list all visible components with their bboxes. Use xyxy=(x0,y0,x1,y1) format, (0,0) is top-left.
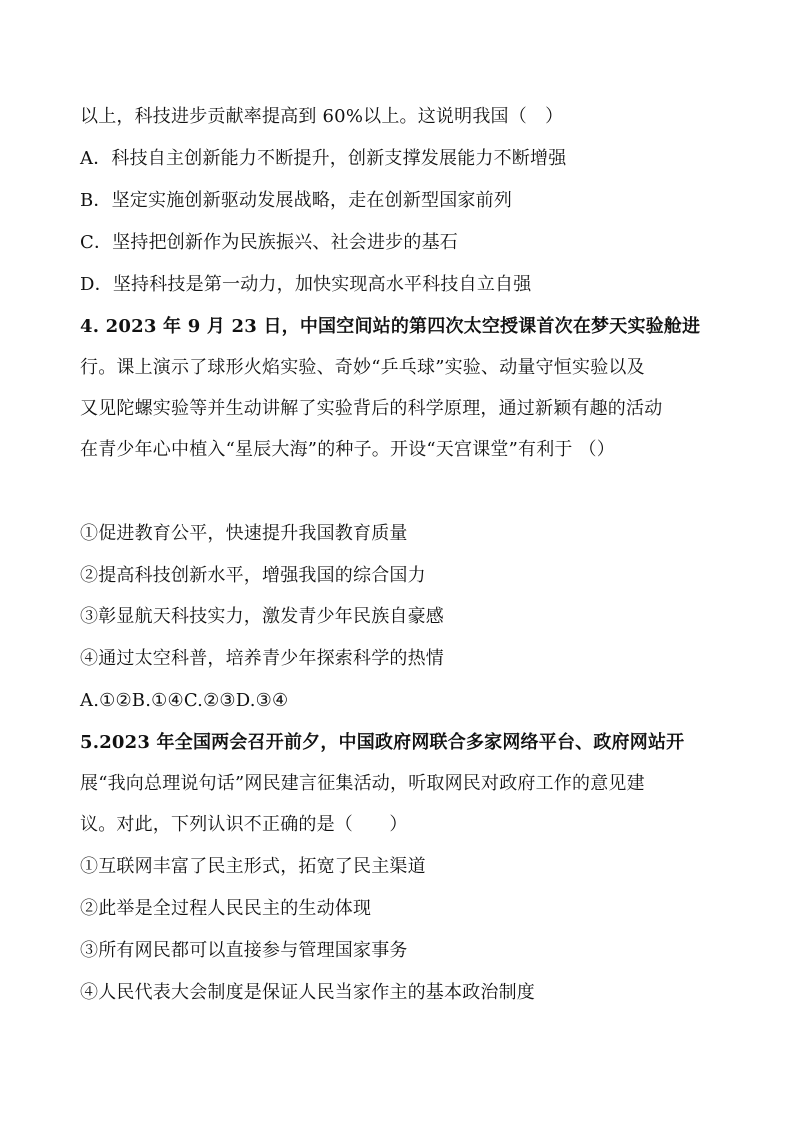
q3-option-b: B．坚定实施创新驱动发展战略，走在创新型国家前列 xyxy=(80,190,513,211)
q5-statement-1: ①互联网丰富了民主形式，拓宽了民主渠道 xyxy=(80,856,426,877)
q3-option-c: C．坚持把创新作为民族振兴、社会进步的基石 xyxy=(80,232,458,253)
q5-statement-3: ③所有网民都可以直接参与管理国家事务 xyxy=(80,940,408,961)
q4-stem-line-3: 又见陀螺实验等并生动讲解了实验背后的科学原理，通过新颖有趣的活动 xyxy=(80,398,663,419)
q4-statement-3: ③彰显航天科技实力，激发青少年民族自豪感 xyxy=(80,606,444,627)
q4-choices: A.①②B.①④C.②③D.③④ xyxy=(80,690,289,711)
q5-statement-2: ②此举是全过程人民民主的生动体现 xyxy=(80,898,372,919)
q5-stem-line-1: 5.2023 年全国两会召开前夕，中国政府网联合多家网络平台、政府网站开 xyxy=(80,732,685,753)
q4-statement-4: ④通过太空科普，培养青少年探索科学的热情 xyxy=(80,648,444,669)
q3-option-d: D．坚持科技是第一动力，加快实现高水平科技自立自强 xyxy=(80,274,532,295)
q4-statement-2: ②提高科技创新水平，增强我国的综合国力 xyxy=(80,565,426,586)
q4-stem-line-2: 行。课上演示了球形火焰实验、奇妙“乒乓球”实验、动量守恒实验以及 xyxy=(80,357,645,378)
q4-statement-1: ①促进教育公平，快速提升我国教育质量 xyxy=(80,523,408,544)
q4-stem-line-4: 在青少年心中植入“星辰大海”的种子。开设“天宫课堂”有利于 （） xyxy=(80,439,615,460)
q5-statement-4: ④人民代表大会制度是保证人民当家作主的基本政治制度 xyxy=(80,982,535,1003)
q3-stem-end: 以上，科技进步贡献率提高到 60%以上。这说明我国（ ） xyxy=(80,106,564,127)
q4-stem-line-1: 4. 2023 年 9 月 23 日，中国空间站的第四次太空授课首次在梦天实验舱进 xyxy=(80,316,701,337)
q3-option-a: A．科技自主创新能力不断提升，创新支撑发展能力不断增强 xyxy=(80,148,567,169)
q5-stem-line-3: 议。对此，下列认识不正确的是（ ） xyxy=(80,814,408,835)
q5-stem-line-2: 展“我向总理说句话”网民建言征集活动，听取网民对政府工作的意见建 xyxy=(80,773,645,794)
